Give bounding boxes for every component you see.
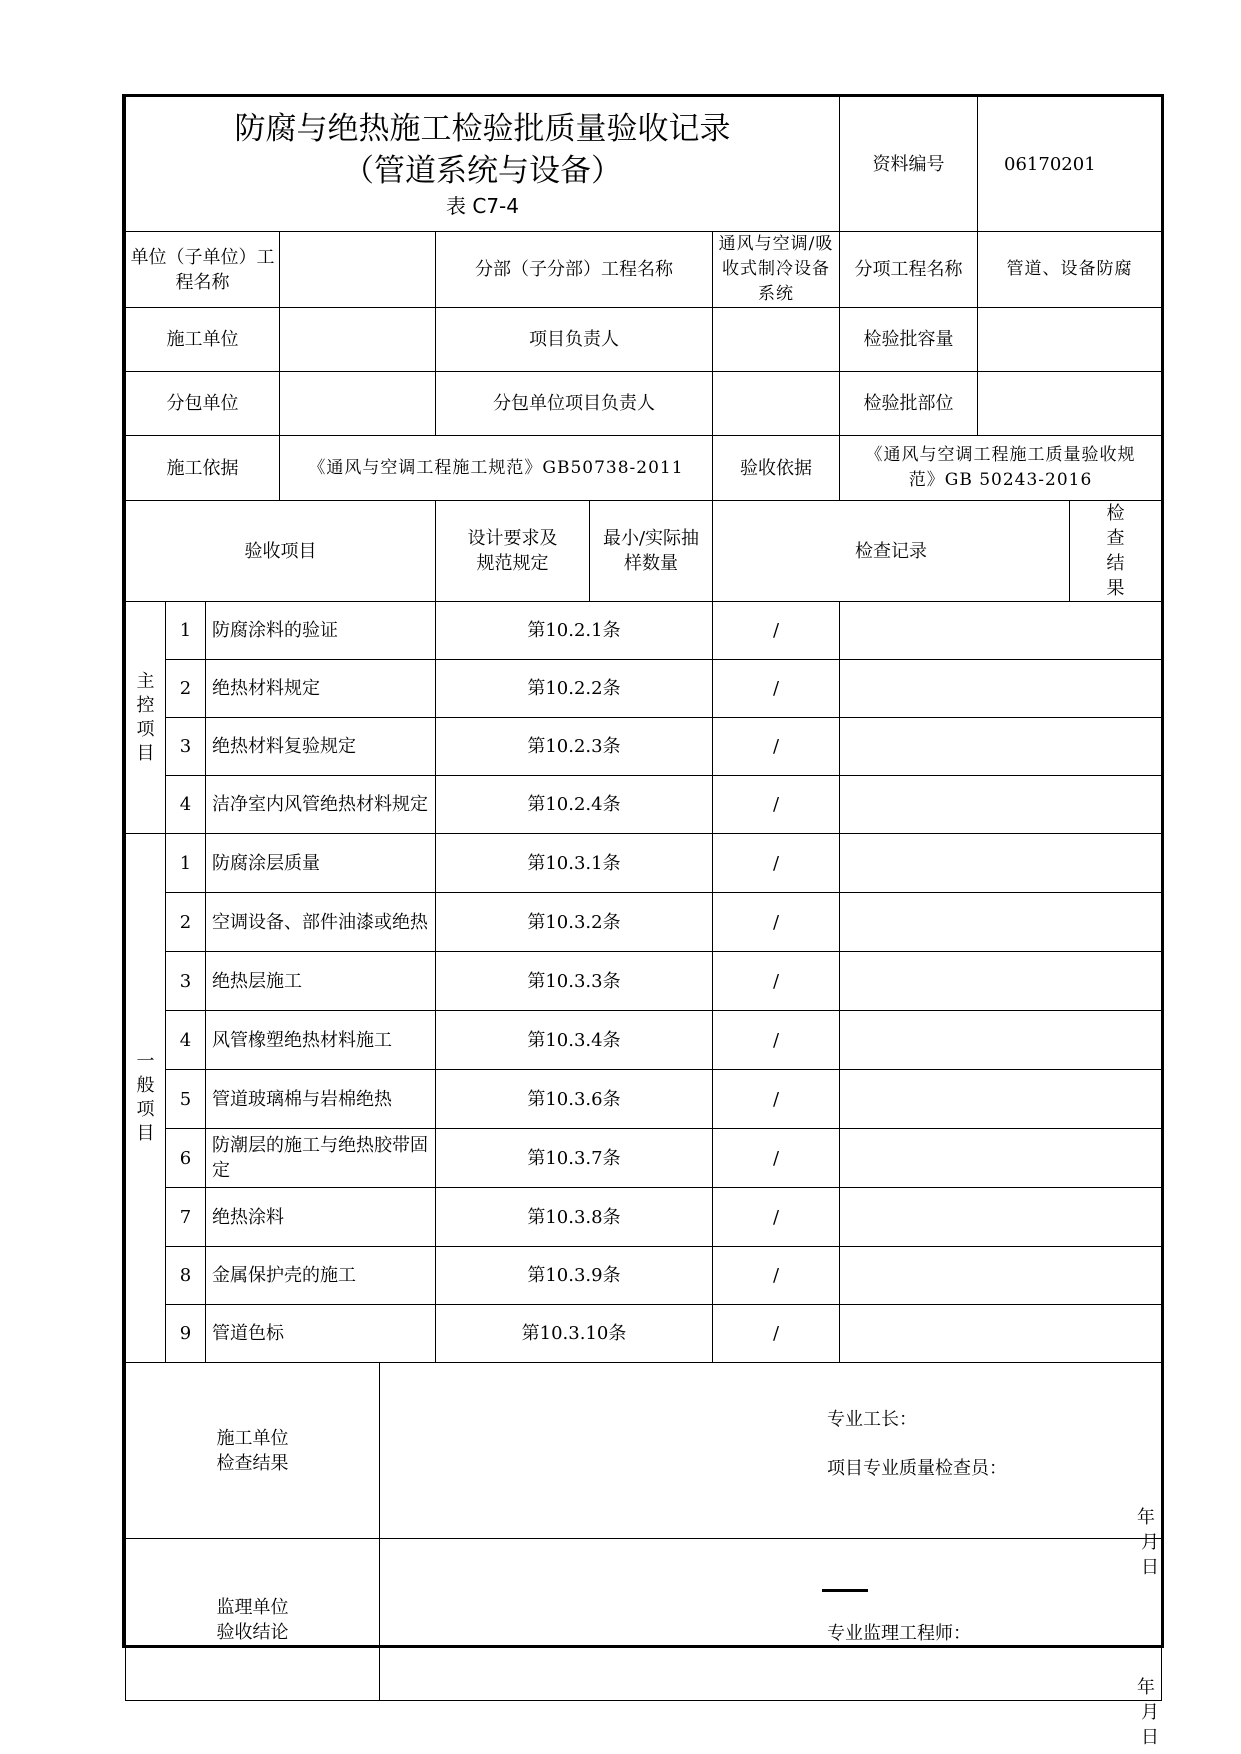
item-name: 防潮层的施工与绝热胶带固定: [206, 1129, 436, 1188]
pm-value[interactable]: [713, 308, 840, 372]
item-name: 金属保护壳的施工: [206, 1247, 436, 1305]
table-number: 表 C7-4: [446, 194, 520, 218]
item-clause: 第10.2.1条: [436, 602, 713, 660]
table-row: [126, 893, 1162, 952]
item-sample[interactable]: /: [713, 776, 840, 834]
inspection-record-form: [122, 94, 1164, 1748]
item-clause: 第10.2.4条: [436, 776, 713, 834]
supervisor-signature-area[interactable]: [380, 1539, 1162, 1748]
item-no: 5: [166, 1070, 206, 1129]
item-sample[interactable]: /: [713, 660, 840, 718]
item-name: 空调设备、部件油漆或绝热: [206, 893, 436, 952]
item-clause: 第10.3.2条: [436, 893, 713, 952]
item-record[interactable]: [840, 952, 1162, 1011]
contractor-signature-area[interactable]: [380, 1363, 1162, 1578]
item-no: 3: [166, 952, 206, 1011]
item-record[interactable]: [840, 1070, 1162, 1129]
item-sample[interactable]: /: [713, 1247, 840, 1305]
item-sample[interactable]: /: [713, 1070, 840, 1129]
item-clause: 第10.3.10条: [436, 1305, 713, 1363]
item-sample[interactable]: /: [713, 834, 840, 893]
supervisor-check-label: 监理单位 验收结论: [126, 1539, 380, 1701]
item-record[interactable]: [840, 660, 1162, 718]
item-name: 绝热材料规定: [206, 660, 436, 718]
doc-no-label: 资料编号: [840, 97, 978, 232]
division-label: 分部（子分部）工程名称: [436, 232, 713, 308]
item-no: 7: [166, 1188, 206, 1247]
unit-label: 单位（子单位）工程名称: [126, 232, 280, 308]
item-name: 绝热层施工: [206, 952, 436, 1011]
basis-value[interactable]: 《通风与空调工程施工规范》GB50738-2011: [280, 436, 713, 501]
sub-pm-value[interactable]: [713, 372, 840, 436]
item-record[interactable]: [840, 776, 1162, 834]
contractor-value[interactable]: [280, 308, 436, 372]
foreman-label: 专业工长：: [827, 1409, 917, 1430]
item-name: 管道色标: [206, 1305, 436, 1363]
table-row: [126, 1305, 1162, 1363]
item-clause: 第10.3.6条: [436, 1070, 713, 1129]
form-subtitle: （管道系统与设备）: [343, 153, 623, 189]
subitem-value[interactable]: 管道、设备防腐: [978, 232, 1162, 308]
table-row: [126, 1011, 1162, 1070]
item-record[interactable]: [840, 893, 1162, 952]
capacity-value[interactable]: [978, 308, 1162, 372]
location-label: 检验批部位: [840, 372, 978, 436]
item-record[interactable]: [840, 1247, 1162, 1305]
sub-pm-label: 分包单位项目负责人: [436, 372, 713, 436]
item-clause: 第10.2.2条: [436, 660, 713, 718]
item-no: 9: [166, 1305, 206, 1363]
item-no: 2: [166, 660, 206, 718]
table-row: [126, 718, 1162, 776]
item-sample[interactable]: /: [713, 602, 840, 660]
item-sample[interactable]: /: [713, 1129, 840, 1188]
contractor-check-label: 施工单位 检查结果: [126, 1363, 380, 1539]
item-name: 绝热涂料: [206, 1188, 436, 1247]
col-design: 设计要求及规范规定: [436, 501, 590, 602]
pm-label: 项目负责人: [436, 308, 713, 372]
acceptance-value[interactable]: 《通风与空调工程施工质量验收规范》GB 50243-2016: [840, 436, 1162, 501]
contractor-date[interactable]: 年月日: [1137, 1507, 1159, 1578]
item-record[interactable]: [840, 834, 1162, 893]
inspector-label: 项目专业质量检查员：: [827, 1458, 1007, 1479]
general-group-label: 一 般 项 目: [126, 834, 166, 1363]
item-name: 绝热材料复验规定: [206, 718, 436, 776]
item-no: 2: [166, 893, 206, 952]
item-record[interactable]: [840, 1011, 1162, 1070]
item-sample[interactable]: /: [713, 1188, 840, 1247]
location-value[interactable]: [978, 372, 1162, 436]
item-sample[interactable]: /: [713, 952, 840, 1011]
table-row: [126, 776, 1162, 834]
table-row: [126, 602, 1162, 660]
item-name: 风管橡塑绝热材料施工: [206, 1011, 436, 1070]
main-group-label: 主 控 项 目: [126, 602, 166, 834]
item-record[interactable]: [840, 1188, 1162, 1247]
subcontractor-label: 分包单位: [126, 372, 280, 436]
form-title: 防腐与绝热施工检验批质量验收记录: [234, 111, 731, 147]
item-clause: 第10.2.3条: [436, 718, 713, 776]
table-row: [126, 1129, 1162, 1188]
title-block: [126, 97, 840, 232]
item-name: 防腐涂料的验证: [206, 602, 436, 660]
col-item: 验收项目: [126, 501, 436, 602]
table-row: [126, 1070, 1162, 1129]
basis-label: 施工依据: [126, 436, 280, 501]
engineer-label: 专业监理工程师：: [827, 1623, 971, 1644]
item-record[interactable]: [840, 1305, 1162, 1363]
supervisor-date[interactable]: 年月日: [1137, 1677, 1159, 1748]
signature-line: [822, 1589, 868, 1592]
table-row: [126, 952, 1162, 1011]
contractor-label: 施工单位: [126, 308, 280, 372]
item-name: 管道玻璃棉与岩棉绝热: [206, 1070, 436, 1129]
item-no: 1: [166, 834, 206, 893]
item-clause: 第10.3.7条: [436, 1129, 713, 1188]
acceptance-label: 验收依据: [713, 436, 840, 501]
item-record[interactable]: [840, 718, 1162, 776]
item-clause: 第10.3.3条: [436, 952, 713, 1011]
item-no: 3: [166, 718, 206, 776]
table-row: [126, 660, 1162, 718]
item-record[interactable]: [840, 602, 1162, 660]
item-no: 4: [166, 776, 206, 834]
table-row: [126, 1188, 1162, 1247]
table-row: [126, 1247, 1162, 1305]
item-clause: 第10.3.1条: [436, 834, 713, 893]
item-name: 洁净室内风管绝热材料规定: [206, 776, 436, 834]
item-no: 6: [166, 1129, 206, 1188]
col-sample: 最小/实际抽样数量: [590, 501, 713, 602]
unit-value[interactable]: [280, 232, 436, 308]
doc-no-value[interactable]: 06170201: [978, 97, 1162, 232]
item-clause: 第10.3.9条: [436, 1247, 713, 1305]
item-no: 4: [166, 1011, 206, 1070]
col-record: 检查记录: [713, 501, 1070, 602]
item-name: 防腐涂层质量: [206, 834, 436, 893]
form-table: [125, 97, 1162, 1748]
item-sample[interactable]: /: [713, 718, 840, 776]
item-no: 8: [166, 1247, 206, 1305]
subcontractor-value[interactable]: [280, 372, 436, 436]
division-value[interactable]: 通风与空调/吸收式制冷设备系统: [713, 232, 840, 308]
item-no: 1: [166, 602, 206, 660]
item-record[interactable]: [840, 1129, 1162, 1188]
item-clause: 第10.3.4条: [436, 1011, 713, 1070]
item-clause: 第10.3.8条: [436, 1188, 713, 1247]
item-sample[interactable]: /: [713, 1011, 840, 1070]
subitem-label: 分项工程名称: [840, 232, 978, 308]
item-sample[interactable]: /: [713, 893, 840, 952]
table-row: [126, 834, 1162, 893]
col-result: 检查结果: [1070, 501, 1162, 602]
item-sample[interactable]: /: [713, 1305, 840, 1363]
capacity-label: 检验批容量: [840, 308, 978, 372]
